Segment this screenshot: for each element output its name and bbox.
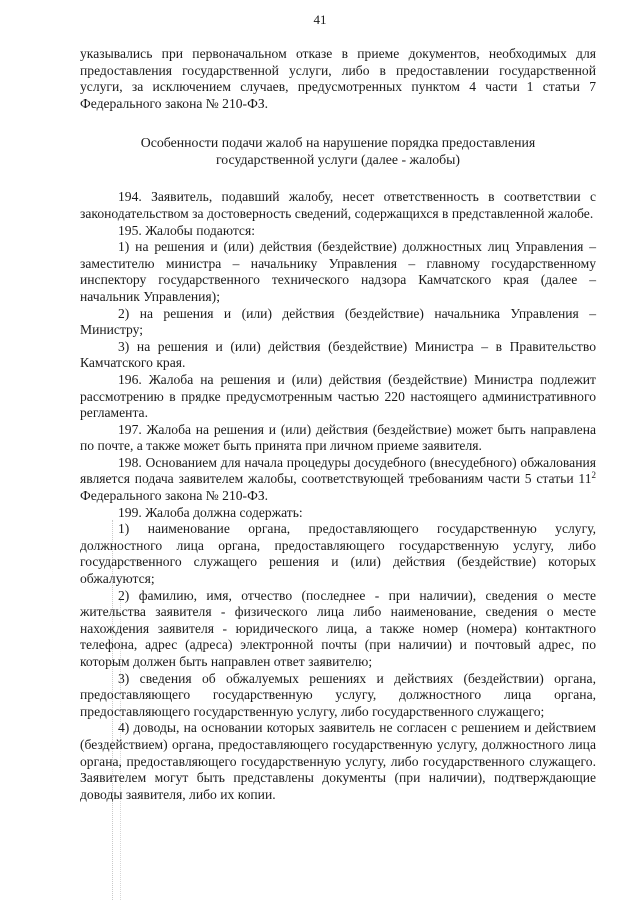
paragraph-199-item-4: 4) доводы, на основании которых заявитель не согласен с решением и действием (бездействием) органа, предоставляющего государственную услугу, должностного лица органа, предоставляющего государственную услугу, либо государственного служащего. Заявителем могут быть представлены документы (при наличии), подтверждающие доводы заявителя, либо их копии. [80,720,596,802]
paragraph-198-superscript: 2 [591,470,596,481]
paragraph-199: 199. Жалоба должна содержать: [118,504,303,520]
heading-line-1: Особенности подачи жалоб на нарушение порядка предоставления [140,135,536,151]
paragraph-198-tail: Федерального закона № 210-ФЗ. [80,488,269,504]
section-heading [80,134,596,168]
paragraph-198 [80,455,596,505]
paragraph-199-item-1: 1) наименование органа, предоставляющего государственную услугу, должностного лица органа, предоставляющего государственную услугу, либо государственного служащего решения и (или) действия (бездействие) которых обжалуются; [80,521,596,587]
paragraph-195-item-2: 2) на решения и (или) действия (бездействие) начальника Управления – Министру; [80,305,596,338]
paragraph-198-text: 198. Основанием для начала процедуры досудебного (внесудебного) обжалования является подача заявителем жалобы, соответствующей требованиям части 5 статьи 11 [80,454,596,487]
page-number: 41 [313,12,327,27]
document-body [80,46,596,803]
paragraph-195: 195. Жалобы подаются: [118,222,255,238]
paragraph-195-item-1: 1) на решения и (или) действия (бездействие) должностных лиц Управления – заместителю министра – начальнику Управления – главному государственному инспектору государственного технического надзора Камчатского края (далее – начальник Управления); [80,239,596,304]
paragraph-197: 197. Жалоба на решения и (или) действия (бездействие) может быть направлена по почте, а также может быть принята при личном приеме заявителя. [80,421,596,454]
intro-paragraph: указывались при первоначальном отказе в приеме документов, необходимых для предоставления государственной услуги, либо в предоставлении государственной услуги, за исключением случаев, предусмотренных пунктом 4 части 1 статьи 7 Федерального закона № 210-ФЗ. [80,46,596,111]
paragraph-194: 194. Заявитель, подавший жалобу, несет ответственность в соответствии с законодательством за достоверность сведений, содержащихся в представленной жалобе. [80,189,596,221]
paragraph-195-item-3: 3) на решения и (или) действия (бездействие) Министра – в Правительство Камчатского края. [80,338,596,371]
paragraph-196: 196. Жалоба на решения и (или) действия (бездействие) Министра подлежит рассмотрению в прядке предусмотренным частью 220 настоящего административного регламента. [80,371,596,421]
heading-line-2: государственной услуги (далее - жалобы) [215,152,460,168]
paragraph-199-item-2: 2) фамилию, имя, отчество (последнее - при наличии), сведения о месте жительства заявителя - физического лица либо наименование, сведения о месте нахождения заявителя - юридического лица, а также номер (номера) контактного телефона, адрес (адреса) электронной почты (при наличии) и почтовый адрес, по которым должен быть направлен ответ заявителю; [80,587,596,669]
paragraph-199-item-3: 3) сведения об обжалуемых решениях и действиях (бездействии) органа, предоставляющего государственную услугу, должностного лица органа, предоставляющего государственную услугу, либо государственного служащего; [80,670,596,719]
